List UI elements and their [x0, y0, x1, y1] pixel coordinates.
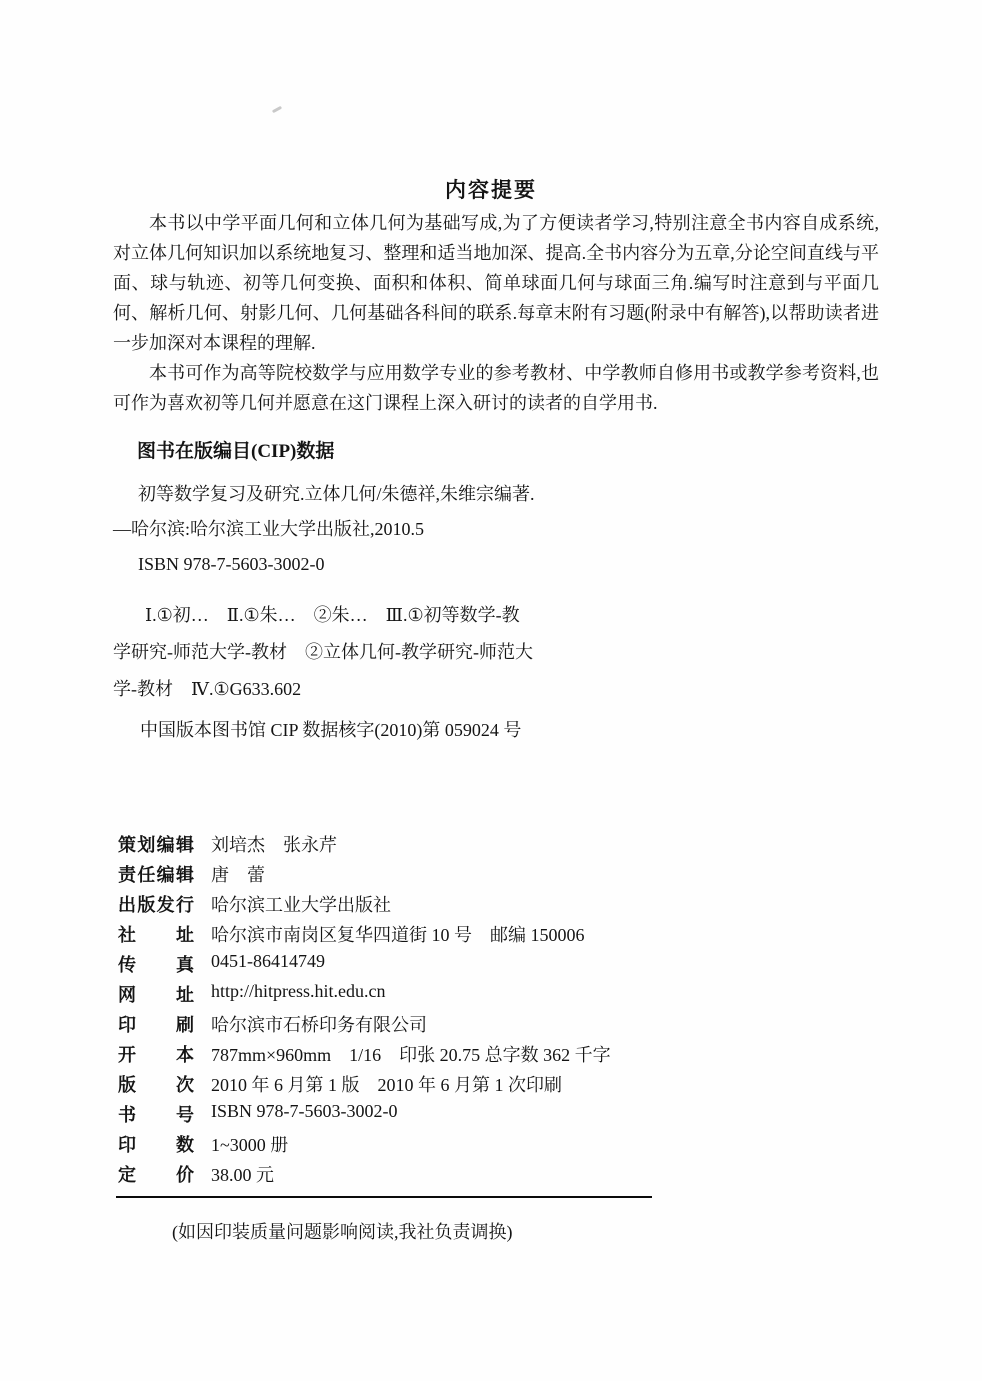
colophon-value: 2010 年 6 月第 1 版 2010 年 6 月第 1 次印刷 — [211, 1075, 562, 1095]
colophon-value: 哈尔滨工业大学出版社 — [211, 895, 391, 915]
cip-publisher-line: —哈尔滨:哈尔滨工业大学出版社,2010.5 — [113, 519, 424, 539]
colophon-value: http://hitpress.hit.edu.cn — [211, 981, 386, 1001]
colophon-label: 开本 — [118, 1045, 194, 1065]
colophon-row-responsible-editor — [118, 861, 878, 891]
cip-classification-line-3: 学-教材 Ⅳ.①G633.602 — [113, 679, 302, 699]
colophon-label: 责任编辑 — [118, 865, 194, 885]
colophon-row-print-run — [118, 1131, 878, 1161]
colophon-label: 印数 — [118, 1135, 194, 1155]
colophon-value: 1~3000 册 — [211, 1135, 289, 1155]
colophon-label: 书号 — [118, 1105, 194, 1125]
colophon-row-printer — [118, 1011, 878, 1041]
divider-rule — [116, 1196, 652, 1198]
colophon-row-format — [118, 1041, 878, 1071]
colophon-label: 传真 — [118, 955, 194, 975]
colophon-value: 哈尔滨市南岗区复华四道街 10 号 邮编 150006 — [211, 925, 585, 945]
cip-classification-block — [113, 597, 853, 708]
colophon-value: 0451-86414749 — [211, 951, 325, 971]
colophon-label: 网址 — [118, 985, 194, 1005]
colophon-value: 唐 蕾 — [211, 865, 265, 885]
colophon-value: ISBN 978-7-5603-3002-0 — [211, 1101, 398, 1121]
quality-exchange-note: (如因印装质量问题影响阅读,我社负责调换) — [172, 1222, 513, 1242]
scan-speck — [272, 106, 282, 113]
colophon-list — [118, 831, 878, 1191]
summary-body — [113, 208, 879, 418]
cip-classification-line-2: 学研究-师范大学-教材 ②立体几何-教学研究-师范大 — [113, 642, 533, 662]
colophon-value: 787mm×960mm 1/16 印张 20.75 总字数 362 千字 — [211, 1045, 611, 1065]
colophon-row-planning-editor — [118, 831, 878, 861]
colophon-row-address — [118, 921, 878, 951]
summary-paragraph-2: 本书可作为高等院校数学与应用数学专业的参考教材、中学教师自修用书或教学参考资料,也可作为喜欢初等几何并愿意在这门课程上深入研讨的读者的自学用书. — [113, 363, 879, 413]
cip-title-line: 初等数学复习及研究.立体几何/朱德祥,朱维宗编著. — [138, 484, 535, 504]
colophon-label: 出版发行 — [118, 895, 194, 915]
summary-paragraph-1: 本书以中学平面几何和立体几何为基础写成,为了方便读者学习,特别注意全书内容自成系统,对立体几何知识加以系统地复习、整理和适当地加深、提高.全书内容分为五章,分论空间直线与平面、球与轨迹、初等几何变换、面积和体积、简单球面几何与球面三角.编写时注意到与平面几何、解析几何、射影几何、几何基础各科间的联系.每章末附有习题(附录中有解答),以帮助读者进一步加深对本课程的理解. — [113, 213, 879, 353]
cip-record-block — [113, 477, 853, 582]
colophon-value: 哈尔滨市石桥印务有限公司 — [211, 1015, 427, 1035]
colophon-row-edition — [118, 1071, 878, 1101]
colophon-row-isbn — [118, 1101, 878, 1131]
colophon-label: 版次 — [118, 1075, 194, 1095]
colophon-value: 刘培杰 张永芹 — [211, 835, 337, 855]
colophon-row-publisher — [118, 891, 878, 921]
cip-record-number: 中国版本图书馆 CIP 数据核字(2010)第 059024 号 — [140, 720, 522, 740]
summary-title: 内容提要 — [445, 178, 537, 202]
colophon-row-website — [118, 981, 878, 1011]
colophon-row-fax — [118, 951, 878, 981]
cip-heading: 图书在版编目(CIP)数据 — [137, 441, 335, 462]
colophon-label: 社址 — [118, 925, 194, 945]
cip-isbn-line: ISBN 978-7-5603-3002-0 — [138, 554, 325, 574]
colophon-row-price — [118, 1161, 878, 1191]
colophon-label: 定价 — [118, 1165, 194, 1185]
colophon-label: 印刷 — [118, 1015, 194, 1035]
colophon-value: 38.00 元 — [211, 1165, 274, 1185]
colophon-label: 策划编辑 — [118, 835, 194, 855]
cip-classification-line-1: Ⅰ.①初… Ⅱ.①朱… ②朱… Ⅲ.①初等数学-教 — [145, 605, 520, 625]
